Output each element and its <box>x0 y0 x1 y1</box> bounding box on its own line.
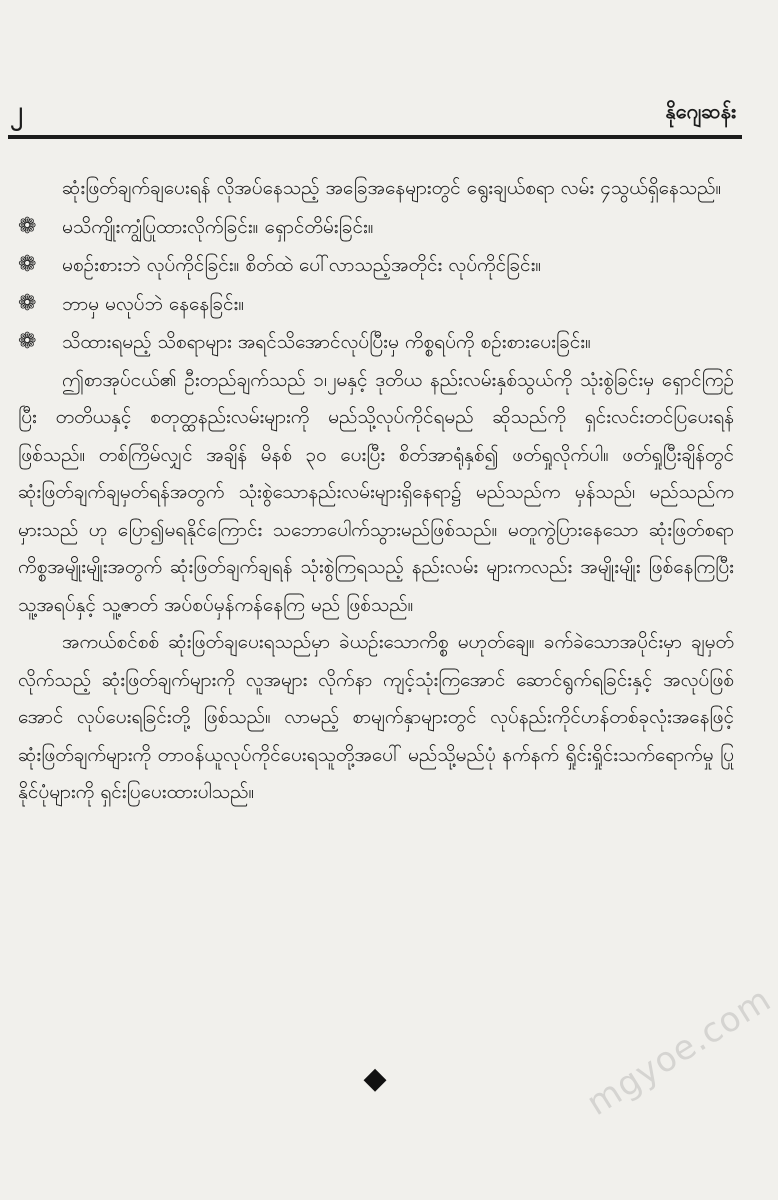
body-paragraph-2: ဤစာအုပ်ငယ်၏ ဦးတည်ချက်သည် ၁၊၂မနှင့် ဒုတိယ နည်းလမ်းနှစ်သွယ်ကို သုံးစွဲခြင်းမှ ရှောင်ကြဉ်ပြီး တတိယနှင့် စတုတ္ထနည်းလမ်းများကို မည်သို့လုပ်ကိုင်ရမည် ဆိုသည်ကို ရှင်းလင်းတင်ပြပေးရန် ဖြစ်သည်။ တစ်ကြိမ်လျှင် အချိန် မိနစ် ၃၀ ပေးပြီး စိတ်အာရုံနှစ်၍ ဖတ်ရှုလိုက်ပါ။ ဖတ်ရှုပြီးချိန်တွင် ဆုံးဖြတ်ချက်ချမှတ်ရန်အတွက် သုံးစွဲသောနည်းလမ်းများရှိနေရာ၌ မည်သည်က မှန်သည်၊ မည်သည်က မှားသည် ဟု ပြော၍မရနိုင်ကြောင်း သဘောပေါက်သွားမည်ဖြစ်သည်။ မတူကွဲပြားနေသော ဆုံးဖြတ်စရာကိစ္စအမျိုးမျိုးအတွက် ဆုံးဖြတ်ချက်ချရန် သုံးစွဲကြရသည့် နည်းလမ်း များကလည်း အမျိုးမျိုး ဖြစ်နေကြပြီး သူ့အရပ်နှင့် သူ့ဇာတ် အပ်စပ်မှန်ကန်နေကြ မည် ဖြစ်သည်။ <box>18 368 734 616</box>
list-item <box>18 246 734 285</box>
options-list <box>18 208 734 362</box>
header-divider <box>8 135 742 139</box>
page-number: ၂ <box>10 96 23 126</box>
intro-paragraph: ဆုံးဖြတ်ချက်ချပေးရန် လိုအပ်နေသည့် အခြေအနေများတွင် ရွေးချယ်စရာ လမ်း ၄သွယ်ရှိနေသည်။ <box>62 177 722 199</box>
flower-bullet-icon: ❁ <box>18 329 37 354</box>
running-header-title: နိုဂျေဆန်း <box>665 99 736 123</box>
flower-bullet-icon: ❁ <box>18 252 37 277</box>
list-item <box>18 208 734 247</box>
flower-bullet-icon: ❁ <box>18 213 37 239</box>
list-item-text: မသိကျိုးကျွံပြုထားလိုက်ခြင်း။ ရှောင်တိမ်းခြင်း။ <box>62 215 374 238</box>
body-paragraph-3: အကယ်စင်စစ် ဆုံးဖြတ်ချပေးရသည်မှာ ခဲယဉ်းသောကိစ္စ မဟုတ်ချေ။ ခက်ခဲသောအပိုင်းမှာ ချမှတ်လိုက်သည့် ဆုံးဖြတ်ချက်များကို လူအများ လိုက်နာ ကျင့်သုံးကြအောင် ဆောင်ရွက်ရခြင်းနှင့် အလုပ်ဖြစ်အောင် လုပ်ပေးရခြင်းတို့ ဖြစ်သည်။ လာမည့် စာမျက်နှာများတွင် လုပ်နည်းကိုင်ဟန်တစ်ခုလုံးအနေဖြင့် ဆုံးဖြတ်ချက်များကို တာဝန်ယူလုပ်ကိုင်ပေးရသူတို့အပေါ် မည်သို့မည်ပုံ နက်နက် ရှိုင်းရှိုင်းသက်ရောက်မှု ပြုနိုင်ပုံများကို ရှင်းပြပေးထားပါသည်။ <box>18 631 734 803</box>
diamond-ornament-icon: ◆ <box>363 1061 387 1096</box>
watermark: mgyoe.com <box>580 979 778 1124</box>
list-item-text: မစဉ်းစားဘဲ လုပ်ကိုင်ခြင်း။ စိတ်ထဲ ပေါ်လာသည့်အတိုင်း လုပ်ကိုင်ခြင်း။ <box>62 254 542 276</box>
list-item-text: သိထားရမည့် သိစရာများ အရင်သိအောင်လုပ်ပြီးမှ ကိစ္စရပ်ကို စဉ်းစားပေးခြင်း။ <box>62 331 591 353</box>
flower-bullet-icon: ❁ <box>18 290 37 316</box>
list-item <box>18 285 734 324</box>
list-item-text: ဘာမှ မလုပ်ဘဲ နေနေခြင်း။ <box>62 292 245 315</box>
page-body <box>18 170 734 812</box>
list-item <box>18 323 734 362</box>
